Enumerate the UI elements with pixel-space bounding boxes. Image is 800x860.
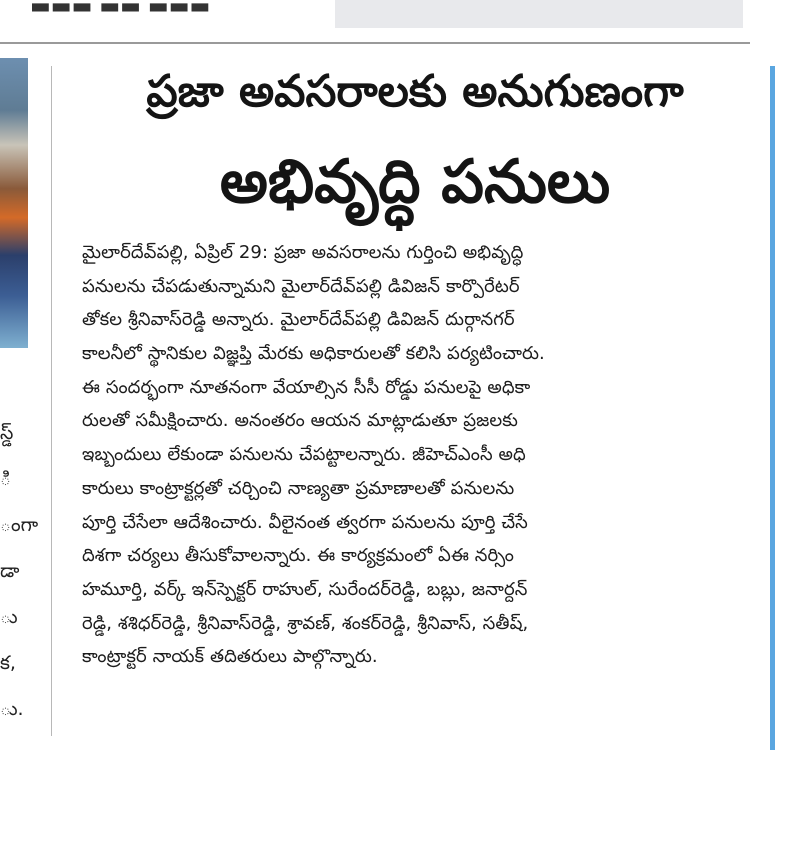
body-line: మైలార్‌దేవ్‌పల్లి, ఏప్రిల్ 29: ప్రజా అవసరాలను గుర్తించి అభివృద్ధి (82, 242, 524, 263)
neighbor-fragment: ి (0, 468, 11, 490)
neighbor-fragment: డా (0, 560, 20, 582)
body-line: కారులు కాంట్రాక్టర్లతో చర్చించి నాణ్యతా ప్రమాణాలతో పనులను (82, 477, 515, 499)
neighbor-column-text (0, 410, 44, 732)
neighbor-fragment: ు (0, 606, 18, 628)
neighbor-fragment: స్డ్ (0, 422, 14, 444)
body-line: కాలనీలో స్థానికుల విజ్ఞప్తి మేరకు అధికారులతో కలిసి పర్యటించారు. (82, 343, 545, 365)
body-line: హమూర్తి, వర్క్ ఇన్‌స్పెక్టర్ రాహుల్, సురేందర్‌రెడ్డి, బబ్లు, జనార్దన్ (82, 578, 528, 600)
body-line: ఇబ్బందులు లేకుండా పనులను చేపట్టాలన్నారు. జీహెచ్‌ఎంసీ అధి (82, 444, 526, 466)
neighbor-fragment: క, (0, 652, 16, 674)
top-divider (0, 42, 750, 44)
body-line: తోకల శ్రీనివాస్‌రెడ్డి అన్నారు. మైలార్‌దేవ్‌పల్లి డివిజన్ దుర్గానగర్ (82, 309, 515, 331)
accent-bar (770, 66, 775, 750)
column-divider (51, 66, 52, 736)
article-body (82, 236, 738, 674)
body-line: రెడ్డి, శశిధర్‌రెడ్డి, శ్రీనివాస్‌రెడ్డి, శ్రావణ్, శంకర్‌రెడ్డి, శ్రీనివాస్, సతీష్, (82, 612, 529, 634)
top-strip (0, 0, 800, 38)
body-line: కాంట్రాక్టర్ నాయక్ తదితరులు పాల్గొన్నారు. (82, 646, 378, 668)
headline-line-1: ప్రజా అవసరాలకు అనుగుణంగా (146, 66, 684, 117)
neighbor-fragment: ంగా (0, 514, 39, 536)
neighbor-fragment: ు. (0, 698, 24, 720)
headline-line-2: అభివృద్ధి పనులు (219, 147, 611, 217)
cropped-header-box (335, 0, 743, 28)
cropped-previous-text: ▬▬▬ ▬▬ ▬▬▬ (30, 0, 211, 19)
body-line: దిశగా చర్యలు తీసుకోవాలన్నారు. ఈ కార్యక్రమంలో ఏఈ నర్సిం (82, 545, 514, 567)
body-line: రులతో సమీక్షించారు. అనంతరం ఆయన మాట్లాడుతూ ప్రజలకు (82, 410, 518, 432)
body-line: ఈ సందర్భంగా నూతనంగా వేయాల్సిన సీసీ రోడ్డు పనులపై అధికా (82, 376, 531, 398)
neighbor-photo-strip (0, 58, 28, 348)
body-line: పూర్తి చేసేలా ఆదేశించారు. వీలైనంత త్వరగా పనులను పూర్తి చేసే (82, 511, 528, 533)
body-line: పనులను చేపడుతున్నామని మైలార్‌దేవ్‌పల్లి డివిజన్ కార్పొరేటర్ (82, 275, 520, 297)
